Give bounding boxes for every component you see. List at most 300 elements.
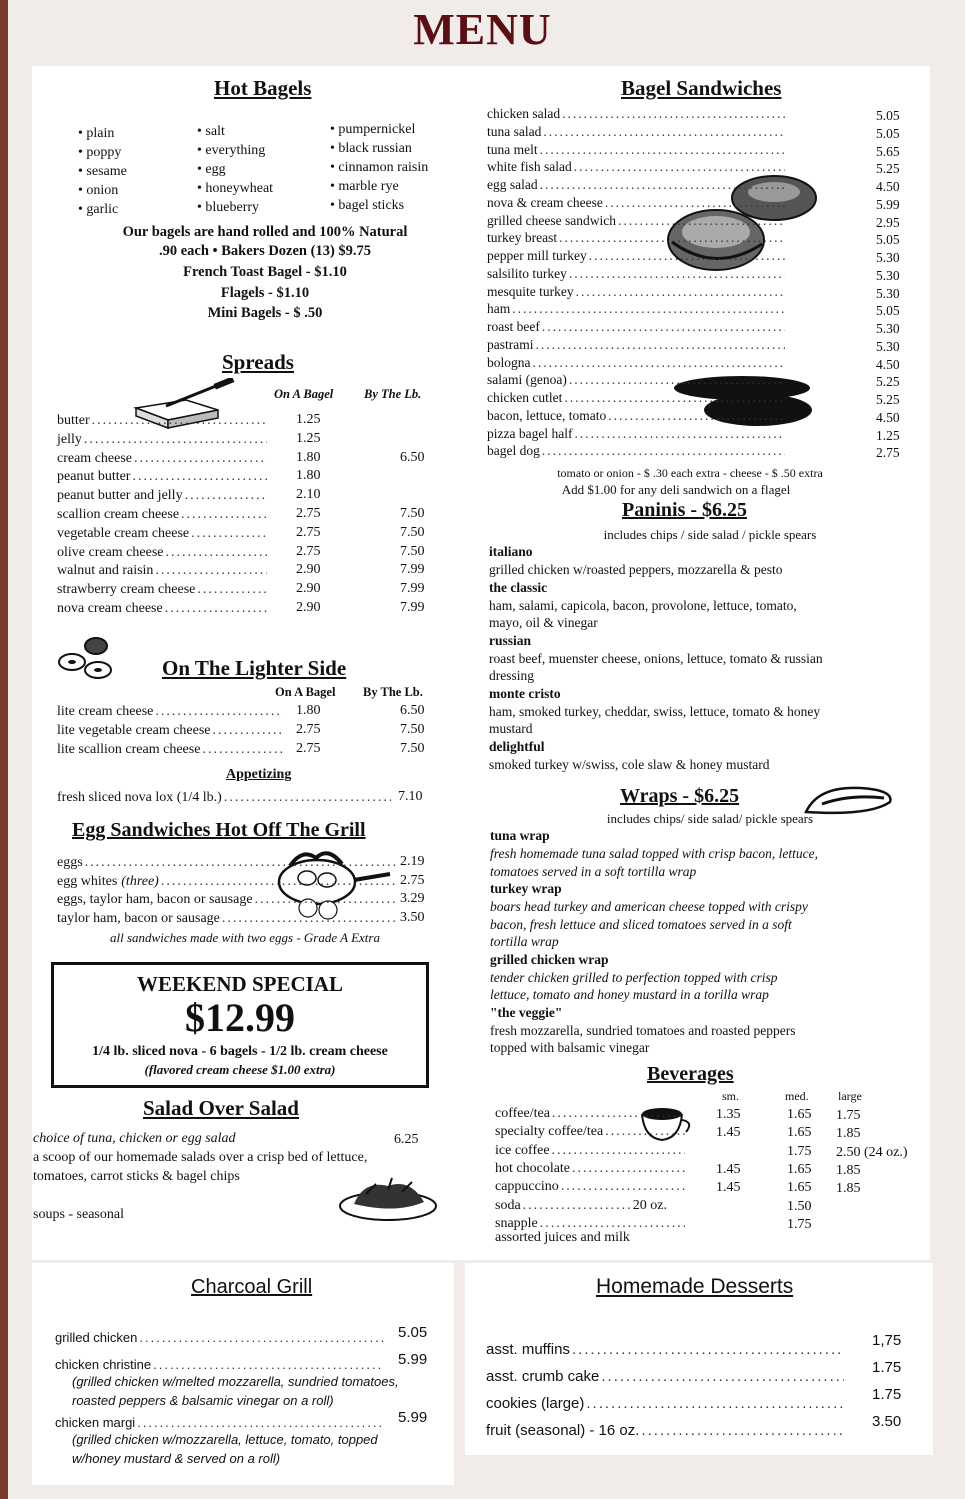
wrap-desc: tortilla wrap <box>490 934 559 949</box>
col-header-medium: med. <box>785 1089 809 1103</box>
item-name: pepper mill turkey <box>487 248 587 263</box>
undefined <box>540 177 785 193</box>
menu-item-row <box>495 1104 687 1122</box>
item-name: olive cream cheese <box>57 544 164 560</box>
item-name: grilled cheese sandwich <box>487 212 616 228</box>
undefined <box>589 248 785 264</box>
menu-item-row <box>57 543 269 561</box>
panini-desc: grilled chicken w/roasted peppers, mozzarella & pesto <box>489 562 783 577</box>
weekend-price: $12.99 <box>185 995 295 1040</box>
item-price: 2.75 <box>296 506 321 521</box>
item-name: lite scallion cream cheese <box>57 742 201 757</box>
undefined <box>559 230 785 246</box>
item-price: 5.65 <box>876 143 900 159</box>
item-price: 5.30 <box>876 250 900 265</box>
lox-price: 7.10 <box>398 789 423 804</box>
menu-item-row <box>487 424 787 442</box>
grill-desc: w/honey mustard & served on a roll) <box>72 1451 281 1466</box>
undefined <box>185 488 267 504</box>
panini-desc: smoked turkey w/swiss, cole slaw & honey mustard <box>489 756 770 772</box>
panini-name: monte cristo <box>489 685 561 701</box>
item-price: 3.50 <box>872 1413 902 1430</box>
item-name: snapple <box>495 1215 538 1231</box>
item-name: white fish salad <box>487 159 572 175</box>
item-name: mesquite turkey <box>487 283 574 299</box>
item-price: 5.05 <box>876 125 900 141</box>
bagel-note: Flagels - $1.10 <box>220 285 310 301</box>
item-price: 5.05 <box>876 108 900 123</box>
item-price: 5.30 <box>876 285 900 301</box>
item-name: egg whites <box>57 873 118 889</box>
item-name: salami (genoa) <box>487 372 567 388</box>
bagel-flavor: • plain <box>78 126 114 142</box>
undefined <box>564 390 785 406</box>
paninis-sub: includes chips / side salad / pickle spears <box>603 527 817 542</box>
item-price: 6.50 <box>400 449 425 465</box>
item-price: 2.90 <box>296 581 321 597</box>
undefined <box>641 1422 844 1439</box>
undefined <box>153 1357 383 1372</box>
item-price: 7.99 <box>400 562 425 578</box>
item-name: pizza bagel half <box>487 425 573 441</box>
item-name: chicken christine <box>55 1357 152 1372</box>
bagel-note: Mini Bagels - $ .50 <box>207 305 323 321</box>
item-price: 5.99 <box>398 1409 428 1426</box>
item-price: 2.19 <box>400 854 425 869</box>
wrap-name: turkey wrap <box>490 881 562 896</box>
item-price: 5.05 <box>876 232 900 248</box>
undefined <box>574 159 785 175</box>
item-name: hot chocolate <box>495 1160 571 1176</box>
bagel-flavor: • bagel sticks <box>330 198 404 214</box>
weekend-title: WEEKEND SPECIAL <box>137 972 343 996</box>
item-name: ham <box>487 301 511 317</box>
wrap-name: grilled chicken wrap <box>490 951 609 967</box>
bagels-illustration <box>56 632 116 684</box>
undefined <box>562 106 785 122</box>
bagel-flavor: • onion <box>78 183 118 199</box>
item-price: 5.30 <box>876 321 900 336</box>
undefined <box>540 142 785 158</box>
item-price: 7.99 <box>400 600 425 615</box>
item-price: 1.80 <box>296 449 321 465</box>
menu-item-row <box>57 909 399 927</box>
menu-item-row <box>487 246 787 264</box>
egg-sandwiches-heading: Egg Sandwiches Hot Off The Grill <box>72 819 366 841</box>
undefined <box>542 443 785 459</box>
wraps-sub: includes chips/ side salad/ pickle spears <box>606 811 814 826</box>
item-price: 1.45 <box>716 1125 741 1141</box>
desserts-heading: Homemade Desserts <box>596 1275 794 1298</box>
wrap-desc: lettuce, tomato and honey mustard in a torilla wrap <box>490 987 769 1002</box>
undefined <box>552 1143 685 1159</box>
menu-item-row <box>57 430 269 448</box>
undefined <box>608 408 785 424</box>
item-price: 1.25 <box>296 430 321 446</box>
item-name: eggs, taylor ham, bacon or sausage <box>57 892 253 907</box>
undefined <box>536 337 786 353</box>
undefined <box>137 1415 383 1430</box>
item-name: coffee/tea <box>495 1106 550 1121</box>
item-price: 1.45 <box>716 1180 741 1196</box>
soups-note: soups - seasonal <box>33 1207 124 1222</box>
undefined <box>132 469 267 485</box>
col-header-bagel: On A Bagel <box>274 387 334 401</box>
bagel-flavor: • blueberry <box>197 200 259 216</box>
bagel-flavor: • garlic <box>78 202 118 218</box>
undefined <box>512 301 785 317</box>
salad-price: 6.25 <box>394 1132 419 1147</box>
menu-item-row <box>487 193 787 211</box>
wrap-desc: fresh homemade tuna salad topped with crisp bacon, lettuce, <box>490 846 818 861</box>
item-price: 1.25 <box>296 412 321 427</box>
menu-item-row <box>487 264 787 282</box>
grill-desc: roasted peppers & balsamic vinegar on a roll) <box>72 1393 334 1408</box>
spreads-heading: Spreads <box>222 350 294 374</box>
bagel-flavor: • black russian <box>330 141 412 157</box>
menu-item-row <box>57 890 399 908</box>
salad-plate-illustration <box>336 1172 440 1224</box>
undefined <box>155 704 283 720</box>
item-price: 5.30 <box>876 267 900 283</box>
col-header-small: sm. <box>722 1089 740 1103</box>
item-price: 7.50 <box>400 741 425 756</box>
wrap-desc: bacon, fresh lettuce and sliced tomatoes served in a soft <box>490 916 792 932</box>
panini-desc: mayo, oil & vinegar <box>489 615 598 630</box>
item-price: 2.75 <box>876 445 900 461</box>
item-name: asst. muffins <box>486 1341 570 1358</box>
item-price: 3.29 <box>400 891 425 906</box>
item-price: 3.50 <box>400 909 425 925</box>
item-price: 1.75 <box>836 1108 861 1123</box>
item-name: specialty coffee/tea <box>495 1124 604 1140</box>
col-header-lb: By The Lb. <box>363 685 423 699</box>
item-note: 20 oz. <box>632 1197 667 1213</box>
egg-note: all sandwiches made with two eggs - Grade A Extra <box>110 930 380 945</box>
menu-item-row <box>57 467 269 485</box>
beverages-heading: Beverages <box>647 1063 734 1085</box>
item-name: asst. crumb cake <box>486 1368 600 1385</box>
menu-item-row <box>487 282 787 300</box>
item-name: peanut butter <box>57 469 131 485</box>
item-price: 1.65 <box>787 1125 812 1141</box>
menu-item-row <box>486 1392 846 1412</box>
item-name: turkey breast <box>487 230 558 246</box>
weekend-note: (flavored cream cheese $1.00 extra) <box>144 1062 336 1077</box>
bagel-flavor: • everything <box>197 143 265 159</box>
item-price: 1.50 <box>787 1198 812 1214</box>
undefined <box>155 563 267 579</box>
menu-item-row <box>487 157 787 175</box>
bagel-note: Our bagels are hand rolled and 100% Natural <box>122 224 408 240</box>
item-price: 4.50 <box>876 356 900 372</box>
lox-row <box>57 788 393 806</box>
undefined <box>92 413 267 429</box>
bagel-flavor: • cinnamon raisin <box>330 160 428 176</box>
menu-item-row <box>495 1122 687 1140</box>
item-price: 1.85 <box>836 1181 861 1197</box>
item-name: lite cream cheese <box>57 704 154 719</box>
col-header-lb: By The Lb. <box>364 387 422 401</box>
menu-item-row <box>487 140 787 158</box>
item-price: 2.95 <box>876 214 900 230</box>
weekend-desc: 1/4 lb. sliced nova - 6 bagels - 1/2 lb. cream cheese <box>92 1044 388 1059</box>
item-price: 1.80 <box>296 468 321 484</box>
menu-item-row <box>495 1141 687 1159</box>
panini-desc: roast beef, muenster cheese, onions, lettuce, tomato & russian <box>489 650 823 666</box>
wraps-heading: Wraps - $6.25 <box>620 785 740 807</box>
menu-item-row <box>57 561 269 579</box>
menu-item-row <box>55 1327 385 1345</box>
undefined <box>191 526 267 542</box>
panini-desc: dressing <box>489 668 534 683</box>
undefined <box>533 355 786 371</box>
menu-item-row <box>487 122 787 140</box>
undefined <box>586 1395 844 1412</box>
item-price: 2.50 (24 oz.) <box>836 1144 908 1160</box>
item-name: fresh sliced nova lox (1/4 lb.) <box>57 790 222 805</box>
menu-item-row <box>487 317 787 335</box>
item-price: 2.75 <box>296 543 321 559</box>
undefined <box>569 266 785 282</box>
item-price: 7.50 <box>400 524 425 540</box>
undefined <box>255 892 397 908</box>
salad-desc: a scoop of our homemade salads over a crisp bed of lettuce, <box>33 1150 368 1165</box>
item-name: nova cream cheese <box>57 601 163 616</box>
item-price: 4.50 <box>876 409 900 425</box>
undefined <box>574 426 785 442</box>
grill-desc: (grilled chicken w/melted mozzarella, sundried tomatoes, <box>72 1374 399 1389</box>
item-price: 6.50 <box>400 703 425 718</box>
menu-item-row <box>487 211 787 229</box>
item-price: 1.85 <box>836 1162 861 1178</box>
paninis-heading: Paninis - $6.25 <box>622 499 748 521</box>
item-name: egg salad <box>487 177 538 192</box>
item-name: tuna melt <box>487 141 538 157</box>
menu-item-row <box>57 853 399 871</box>
bagel-flavor: • pumpernickel <box>330 122 415 138</box>
item-price: 5.25 <box>876 392 900 407</box>
item-price: 1.35 <box>716 1107 741 1122</box>
item-price: 1.75 <box>872 1359 902 1376</box>
undefined <box>161 874 397 890</box>
panini-name: russian <box>489 632 532 648</box>
menu-item-row <box>495 1196 667 1214</box>
item-price: 1.65 <box>787 1161 812 1177</box>
menu-item-row <box>57 872 399 890</box>
item-price: 1.25 <box>876 427 900 443</box>
item-name: soda <box>495 1197 521 1213</box>
undefined <box>84 432 267 448</box>
bagel-flavor: • salt <box>197 124 225 140</box>
undefined <box>572 1161 685 1177</box>
item-price: 2.90 <box>296 562 321 578</box>
menu-item-row <box>487 353 787 371</box>
item-price: 5.99 <box>876 196 900 212</box>
appetizing-heading: Appetizing <box>226 767 292 782</box>
bagel-flavor: • honeywheat <box>197 181 273 197</box>
item-name: ice coffee <box>495 1142 550 1158</box>
wrap-name: "the veggie" <box>490 1004 563 1020</box>
item-price: 5.99 <box>398 1351 428 1368</box>
menu-item-row <box>55 1412 385 1430</box>
hot-bagels-heading: Hot Bagels <box>214 76 312 100</box>
item-name: scallion cream cheese <box>57 507 180 522</box>
undefined <box>605 1124 685 1140</box>
menu-item-row <box>57 411 269 429</box>
panini-name: italiano <box>489 544 533 559</box>
undefined <box>605 195 785 211</box>
bagel-flavor: • marble rye <box>330 179 399 195</box>
menu-item-row <box>487 406 787 424</box>
item-price: 1.65 <box>787 1107 812 1122</box>
sandwich-note: tomato or onion - $ .30 each extra - cheese - $ .50 extra <box>557 466 823 480</box>
item-name: roast beef <box>487 319 540 334</box>
weekend-special-box <box>51 962 429 1088</box>
bagel-flavor: • sesame <box>78 164 127 180</box>
item-name: grilled chicken <box>55 1330 138 1345</box>
item-name: cream cheese <box>57 450 132 466</box>
item-name: pastrami <box>487 336 534 352</box>
menu-item-row <box>57 740 285 758</box>
item-price: 2.75 <box>296 741 321 756</box>
panini-desc: mustard <box>489 721 533 736</box>
item-name: tuna salad <box>487 123 542 139</box>
item-price: 7.99 <box>400 581 425 597</box>
undefined <box>572 1341 844 1358</box>
item-price: 5.25 <box>876 374 900 390</box>
menu-item-row <box>487 441 787 459</box>
item-price: 7.50 <box>400 543 425 559</box>
item-name: lite vegetable cream cheese <box>57 723 211 738</box>
item-note: (three) <box>121 873 159 889</box>
undefined <box>222 911 397 927</box>
menu-item-row <box>55 1354 385 1372</box>
menu-item-row <box>487 175 787 193</box>
bagel-sandwiches-heading: Bagel Sandwiches <box>621 76 782 100</box>
menu-item-row <box>57 505 269 523</box>
menu-item-row <box>487 335 787 353</box>
item-price: 7.50 <box>400 722 425 737</box>
menu-item-row <box>487 228 787 246</box>
item-price: 5.30 <box>876 338 900 354</box>
undefined <box>166 545 268 561</box>
item-name: walnut and raisin <box>57 563 154 579</box>
item-name: fruit (seasonal) - 16 oz. <box>486 1422 640 1439</box>
salad-choice: choice of tuna, chicken or egg salad <box>33 1131 236 1146</box>
item-name: bagel dog <box>487 443 540 459</box>
undefined <box>542 319 785 335</box>
item-price: 1.75 <box>787 1216 812 1232</box>
undefined <box>139 1330 383 1345</box>
bagel-flavor: • egg <box>197 162 226 178</box>
lighter-side-heading: On The Lighter Side <box>162 656 347 680</box>
item-name: chicken margi <box>55 1415 136 1430</box>
bagel-note: .90 each • Bakers Dozen (13) $9.75 <box>158 243 372 259</box>
wrap-desc: fresh mozzarella, sundried tomatoes and roasted peppers <box>490 1022 796 1038</box>
menu-item-row <box>487 388 787 406</box>
menu-item-row <box>487 370 787 388</box>
wrap-desc: tender chicken grilled to perfection topped with crisp <box>490 969 778 985</box>
item-price: 5.25 <box>876 161 900 177</box>
wrap-name: tuna wrap <box>490 828 550 843</box>
salad-heading: Salad Over Salad <box>143 1096 299 1120</box>
item-name: bacon, lettuce, tomato <box>487 407 607 423</box>
item-name: cookies (large) <box>486 1395 585 1412</box>
undefined <box>202 742 283 758</box>
item-name: chicken cutlet <box>487 390 563 405</box>
panini-name: delightful <box>489 738 545 754</box>
menu-item-row <box>487 299 787 317</box>
item-price: 4.50 <box>876 179 900 194</box>
item-price: 1.80 <box>296 703 321 718</box>
undefined <box>523 1198 631 1214</box>
menu-item-row <box>57 702 285 720</box>
menu-item-row <box>486 1365 846 1385</box>
item-name: salsilito turkey <box>487 265 567 281</box>
item-price: 5.05 <box>876 303 900 319</box>
item-name: jelly <box>57 431 82 447</box>
panini-desc: ham, salami, capicola, bacon, provolone, lettuce, tomato, <box>489 597 797 613</box>
item-name: bologna <box>487 354 531 370</box>
menu-item-row <box>487 104 787 122</box>
undefined <box>85 855 397 871</box>
col-header-large: large <box>838 1089 862 1103</box>
menu-item-row <box>57 449 269 467</box>
item-price: 1,75 <box>872 1332 902 1349</box>
menu-title: MENU <box>413 5 552 54</box>
item-price: 7.50 <box>400 506 425 521</box>
panini-name: the classic <box>489 579 548 595</box>
grill-desc: (grilled chicken w/mozzarella, lettuce, tomato, topped <box>72 1432 378 1447</box>
undefined <box>213 723 283 739</box>
sandwich-note: Add $1.00 for any deli sandwich on a flagel <box>561 482 791 497</box>
item-name: vegetable cream cheese <box>57 525 190 541</box>
menu-item-row <box>486 1419 846 1439</box>
item-name: eggs <box>57 855 83 870</box>
menu-item-row <box>495 1177 687 1195</box>
undefined <box>197 582 267 598</box>
undefined <box>543 124 785 140</box>
item-name: nova & cream cheese <box>487 194 603 210</box>
juices-note: assorted juices and milk <box>495 1230 630 1245</box>
item-name: peanut butter and jelly <box>57 488 183 504</box>
item-name: cappuccino <box>495 1179 559 1195</box>
menu-item-row <box>486 1338 846 1358</box>
wrap-desc: boars head turkey and american cheese topped with crispy <box>490 899 808 914</box>
menu-item-row <box>57 599 269 617</box>
item-price: 1.75 <box>872 1386 902 1403</box>
page-border <box>0 0 8 1499</box>
charcoal-grill-heading: Charcoal Grill <box>191 1276 313 1298</box>
wrap-desc: tomatoes served in a soft tortilla wrap <box>490 863 697 879</box>
menu-item-row <box>57 721 285 739</box>
item-price: 2.10 <box>296 487 321 503</box>
item-name: butter <box>57 413 90 428</box>
undefined <box>165 601 267 617</box>
item-price: 1.85 <box>836 1126 861 1142</box>
item-name: strawberry cream cheese <box>57 582 196 598</box>
undefined <box>576 284 785 300</box>
bagel-note: French Toast Bagel - $1.10 <box>183 264 347 280</box>
wrap-desc: topped with balsamic vinegar <box>490 1040 650 1055</box>
item-price: 2.75 <box>296 722 321 737</box>
panini-desc: ham, smoked turkey, cheddar, swiss, lettuce, tomato & honey <box>489 703 821 719</box>
col-header-bagel: On A Bagel <box>275 685 336 699</box>
undefined <box>601 1368 844 1385</box>
item-price: 2.75 <box>400 872 425 888</box>
item-price: 1.65 <box>787 1180 812 1196</box>
